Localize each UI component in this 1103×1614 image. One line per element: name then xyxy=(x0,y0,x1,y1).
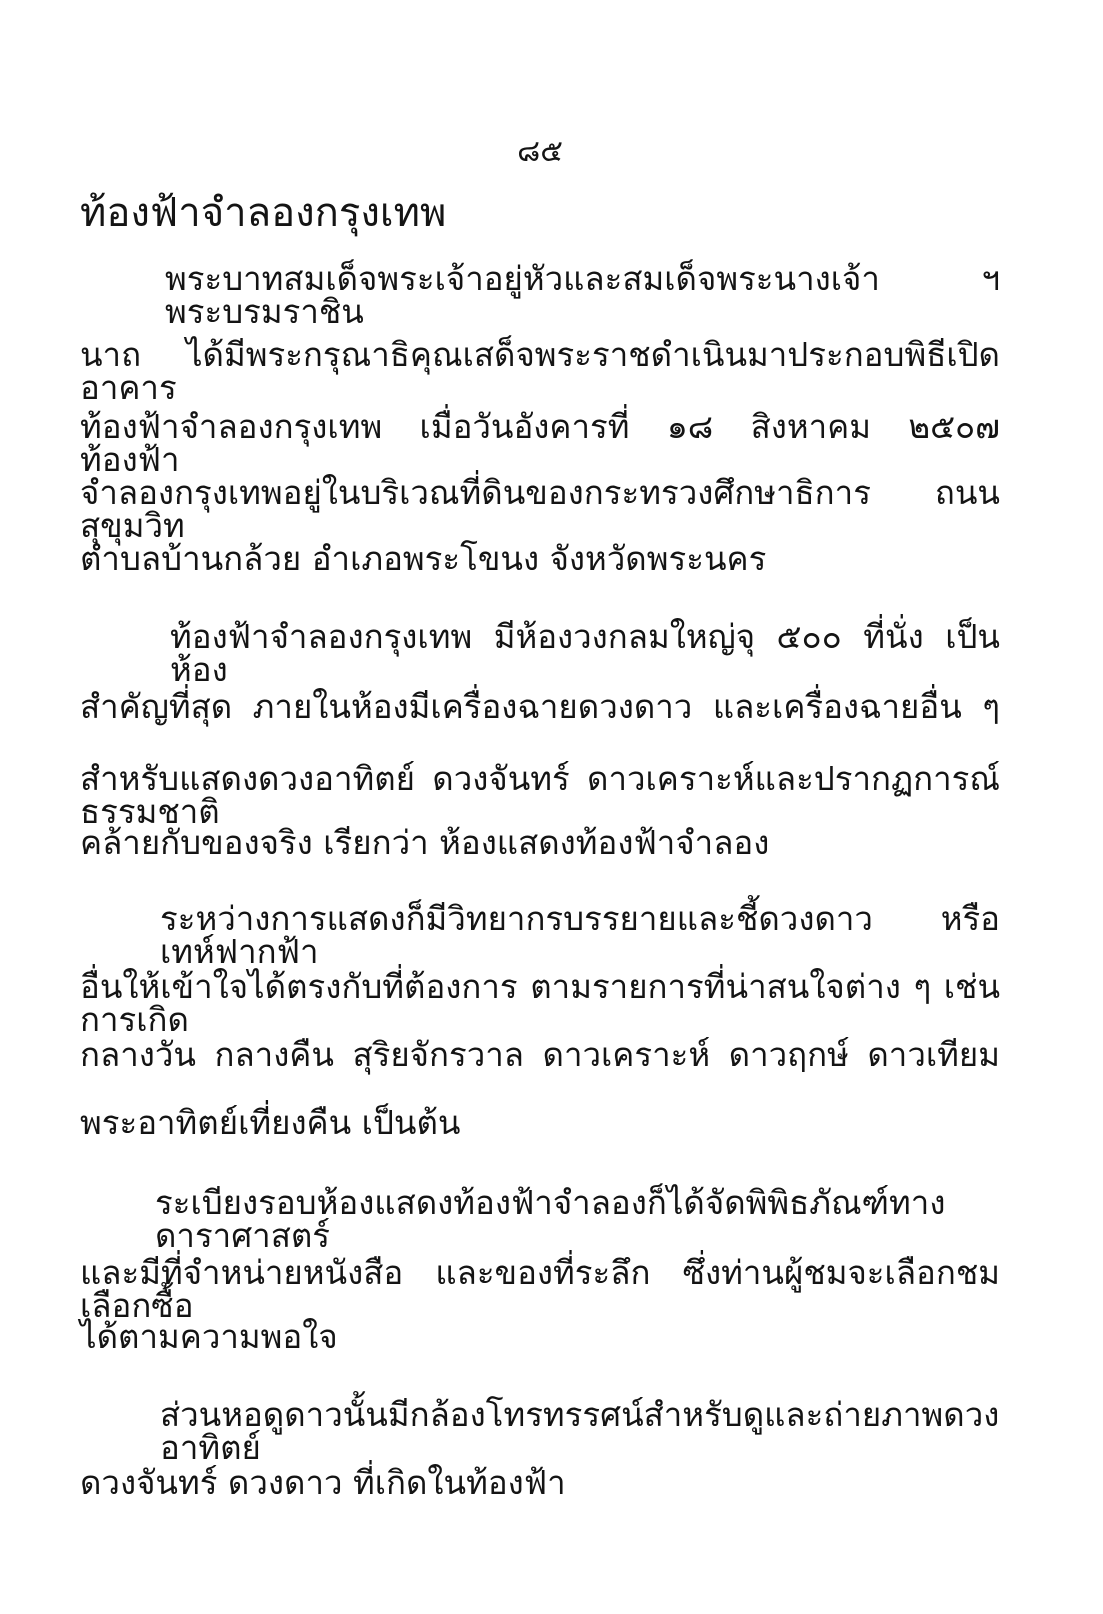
paragraph-2-line-3: สำหรับแสดงดวงอาทิตย์ ดวงจันทร์ ดาวเคราะห์และปรากฏการณ์ธรรมชาติ xyxy=(80,759,1000,831)
paragraph-5-line-1: ส่วนหอดูดาวนั้นมีกล้องโทรทรรศน์สำหรับดูและถ่ายภาพดวงอาทิตย์ xyxy=(160,1395,1000,1467)
paragraph-3-line-1: ระหว่างการแสดงก็มีวิทยากรบรรยายและชี้ดวงดาว หรือเทห์ฟากฟ้า xyxy=(160,899,1000,971)
paragraph-2-line-4: คล้ายกับของจริง เรียกว่า ห้องแสดงท้องฟ้าจำลอง xyxy=(80,823,770,862)
page-number: ๘๕ xyxy=(517,134,563,169)
paragraph-4-line-2: และมีที่จำหน่ายหนังสือ และของที่ระลึก ซึ่งท่านผู้ชมจะเลือกชม เลือกซื้อ xyxy=(80,1253,1000,1325)
paragraph-3-line-2: อื่นให้เข้าใจได้ตรงกับที่ต้องการ ตามรายการที่น่าสนใจต่าง ๆ เช่น การเกิด xyxy=(80,967,1000,1039)
paragraph-1-line-5: ตำบลบ้านกล้วย อำเภอพระโขนง จังหวัดพระนคร xyxy=(80,539,767,578)
paragraph-1-line-2: นาถ ได้มีพระกรุณาธิคุณเสด็จพระราชดำเนินมาประกอบพิธีเปิดอาคาร xyxy=(80,335,1000,407)
paragraph-2-line-1: ท้องฟ้าจำลองกรุงเทพ มีห้องวงกลมใหญ่จุ ๕๐๐ ที่นั่ง เป็นห้อง xyxy=(170,617,1000,689)
paragraph-4-line-1: ระเบียงรอบห้องแสดงท้องฟ้าจำลองก็ได้จัดพิพิธภัณฑ์ทางดาราศาสตร์ xyxy=(155,1183,946,1255)
paragraph-1-line-3: ท้องฟ้าจำลองกรุงเทพ เมื่อวันอังคารที่ ๑๘ สิงหาคม ๒๕๐๗ ท้องฟ้า xyxy=(80,407,1000,479)
paragraph-1-line-4: จำลองกรุงเทพอยู่ในบริเวณที่ดินของกระทรวงศึกษาธิการ ถนนสุขุมวิท xyxy=(80,473,1000,545)
paragraph-1-line-1: พระบาทสมเด็จพระเจ้าอยู่หัวและสมเด็จพระนางเจ้า ฯ พระบรมราชิน xyxy=(165,259,1000,331)
page-title: ท้องฟ้าจำลองกรุงเทพ xyxy=(80,190,447,236)
paragraph-3-line-3: กลางวัน กลางคืน สุริยจักรวาล ดาวเคราะห์ ดาวฤกษ์ ดาวเทียม xyxy=(80,1035,1000,1074)
paragraph-5-line-2: ดวงจันทร์ ดวงดาว ที่เกิดในท้องฟ้า xyxy=(80,1463,566,1502)
paragraph-3-line-4: พระอาทิตย์เที่ยงคืน เป็นต้น xyxy=(80,1103,461,1142)
paragraph-4-line-3: ได้ตามความพอใจ xyxy=(80,1317,338,1356)
paragraph-2-line-2: สำคัญที่สุด ภายในห้องมีเครื่องฉายดวงดาว และเครื่องฉายอื่น ๆ xyxy=(80,687,1000,726)
